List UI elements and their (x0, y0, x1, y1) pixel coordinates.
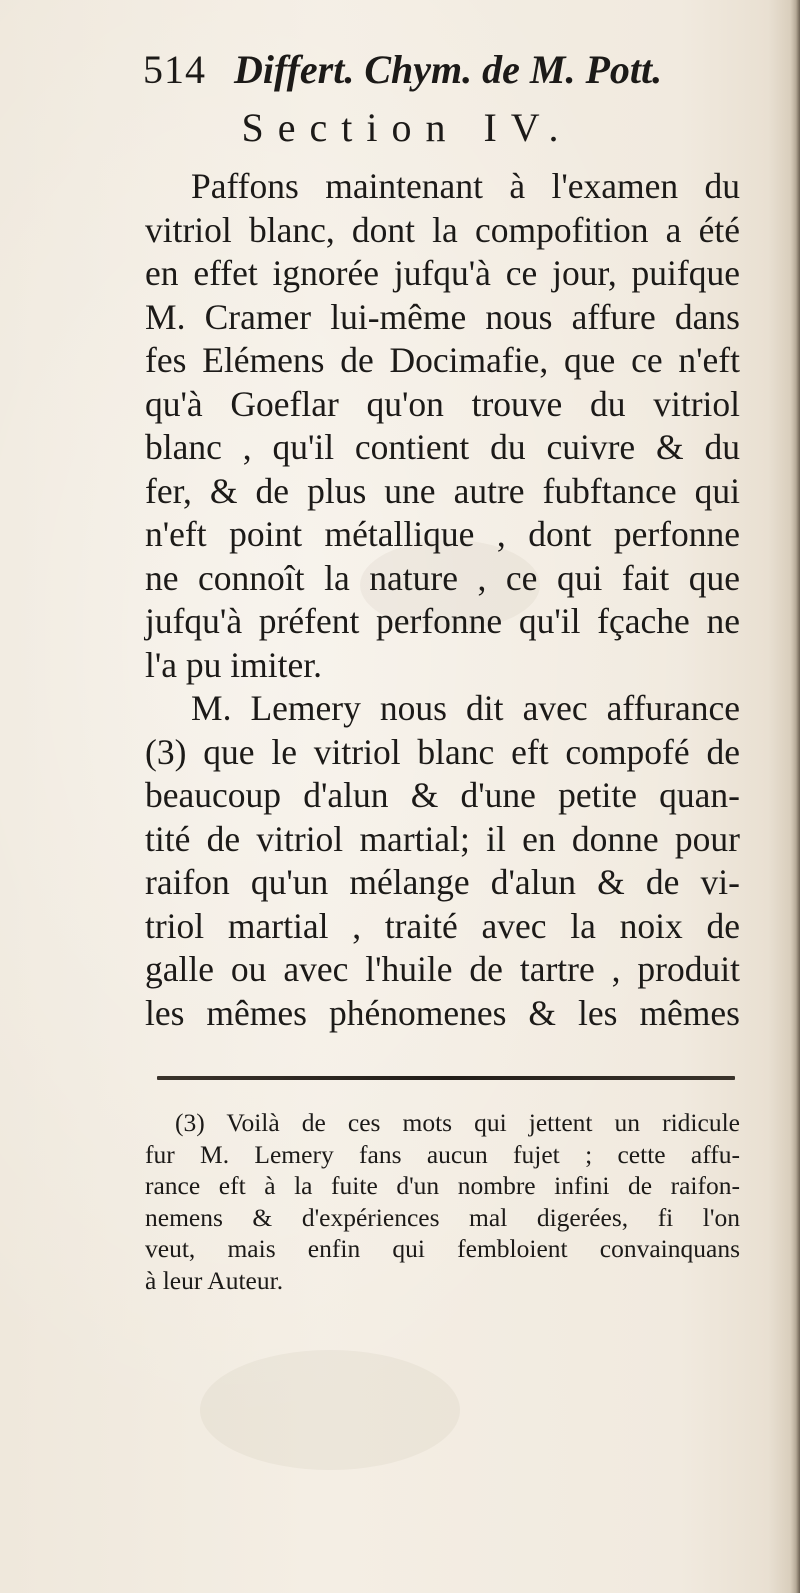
text-line: Paffons maintenant à l'examen du (191, 166, 740, 206)
footnote-line: nemens & d'expériences mal digerées, fi l'on (145, 1202, 740, 1232)
text-line: fer, & de plus une autre fubftance qui (145, 470, 740, 511)
footnote-line: fur M. Lemery fans aucun fujet ; cette affu- (145, 1139, 740, 1169)
text-line: ne connoît la nature , ce qui fait que (145, 557, 740, 598)
text-line: blanc , qu'il contient du cuivre & du (145, 427, 740, 467)
text-line: les mêmes phénomenes & les mêmes (145, 992, 740, 1033)
text-line: beaucoup d'alun & d'une petite quan- (145, 775, 740, 815)
running-head (143, 42, 703, 98)
section-heading: Section IV. (241, 105, 573, 150)
text-line: M. Cramer lui-même nous affure dans (145, 296, 740, 337)
paper-stain (200, 1350, 460, 1470)
text-line: triol martial , traité avec la noix de (145, 905, 740, 946)
text-line: n'eft point métallique , dont perfonne (145, 514, 740, 554)
text-line: vitriol blanc, dont la compofition a été (145, 209, 740, 250)
text-line: l'a pu imiter. (145, 644, 322, 685)
text-line: qu'à Goeflar qu'on trouve du vitriol (145, 383, 740, 424)
footnote-line: (3) Voilà de ces mots qui jettent un ridicule (175, 1108, 740, 1137)
text-line: galle ou avec l'huile de tartre , produit (145, 949, 740, 989)
page-edge-shadow (790, 0, 800, 1593)
text-line: tité de vitriol martial; il en donne pour (145, 818, 740, 859)
body-text (145, 165, 740, 1035)
footnote-line: à leur Auteur. (145, 1265, 284, 1295)
footnote-rule (157, 1076, 735, 1080)
paragraph-1 (145, 165, 740, 687)
page-number: 514 (143, 47, 206, 92)
text-line: M. Lemery nous dit avec affurance (191, 688, 740, 728)
paragraph-2 (145, 687, 740, 1035)
text-line: en effet ignorée jufqu'à ce jour, puifque (145, 253, 740, 293)
footnote-line: veut, mais enfin qui fembloient convainquans (145, 1234, 740, 1263)
text-line: raifon qu'un mélange d'alun & de vi- (145, 862, 740, 902)
running-title: Differt. Chym. de M. Pott. (234, 47, 663, 92)
footnote-line: rance eft à la fuite d'un nombre infini de raifon- (145, 1171, 740, 1200)
text-line: fes Elémens de Docimafie, que ce n'eft (145, 340, 740, 380)
text-line: (3) que le vitriol blanc eft compofé de (145, 731, 740, 772)
footnote (145, 1107, 740, 1296)
text-line: jufqu'à préfent perfonne qu'il fçache ne (145, 601, 740, 641)
